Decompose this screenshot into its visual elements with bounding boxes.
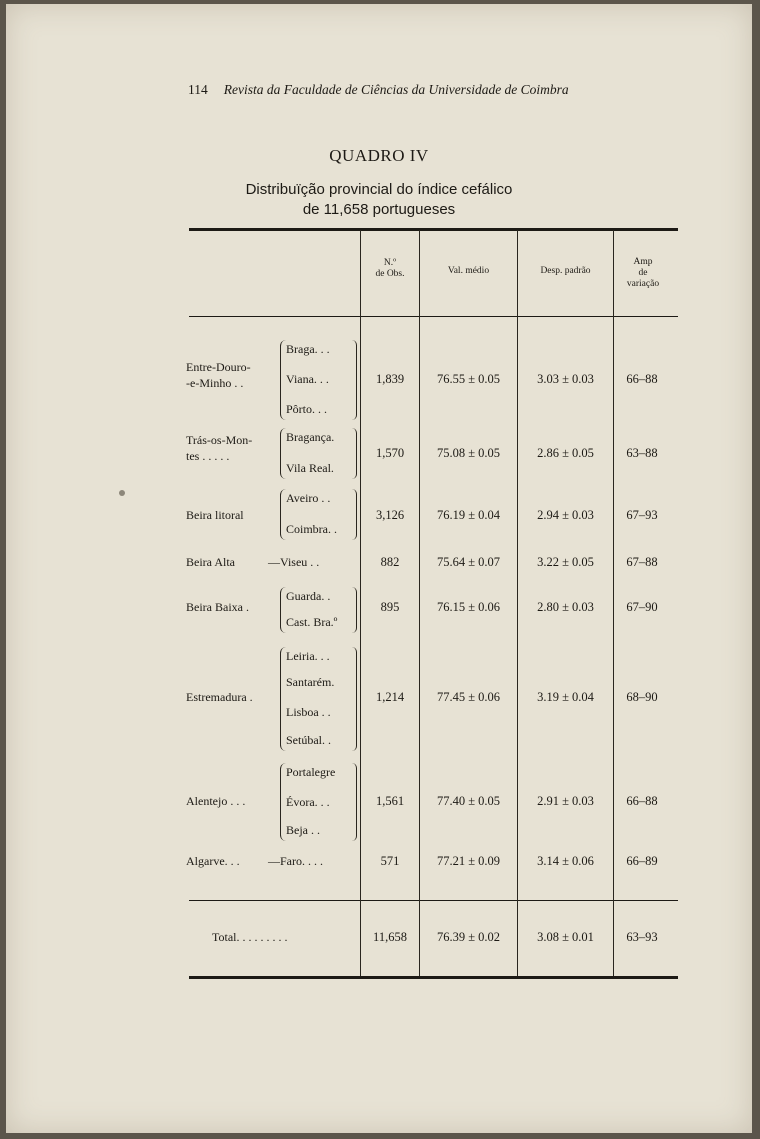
table-number: QUADRO IV [329, 146, 429, 165]
sd-value: 2.86 ± 0.05 [537, 446, 594, 460]
range-value: 66–88 [626, 372, 658, 386]
sd-value: 2.80 ± 0.03 [537, 600, 594, 614]
running-header [188, 82, 628, 98]
total-label: Total. . . . . . . . . [212, 930, 288, 944]
district-label: Bragança. [286, 430, 335, 444]
mean-value: 77.40 ± 0.05 [436, 794, 501, 808]
province-label: Algarve. . . [186, 854, 240, 868]
group-brace-left [280, 428, 286, 479]
col-header-obs [362, 258, 418, 280]
ink-spot [119, 490, 125, 496]
range-value: 67–88 [626, 555, 658, 569]
col-header-range-line: variação [626, 279, 660, 289]
total-top-rule [189, 900, 678, 901]
district-label: Santarém. [286, 675, 335, 689]
district-label: Cast. Bra.º [286, 615, 338, 629]
group-brace-left [280, 647, 286, 751]
table-top-rule [189, 228, 678, 231]
province-label: -e-Minho . . [186, 376, 244, 390]
total-mean: 76.39 ± 0.02 [436, 930, 501, 944]
column-divider [360, 230, 361, 976]
range-value: 67–90 [626, 600, 658, 614]
sd-value: 3.22 ± 0.05 [537, 555, 594, 569]
group-brace-left [280, 340, 286, 420]
obs-value: 3,126 [375, 508, 405, 522]
mean-value: 76.55 ± 0.05 [436, 372, 501, 386]
col-header-range-line: de [638, 268, 648, 278]
obs-value: 882 [380, 555, 400, 569]
total-obs: 11,658 [373, 930, 407, 944]
district-label: Guarda. . [286, 589, 331, 603]
province-label: tes . . . . . [186, 449, 230, 463]
province-label: Entre-Douro- [186, 360, 251, 374]
sd-value: 2.91 ± 0.03 [537, 794, 594, 808]
range-value: 66–88 [626, 794, 658, 808]
group-brace-right [352, 340, 357, 420]
district-label: —Viseu . . [268, 555, 320, 569]
group-brace-right [352, 763, 357, 841]
journal-page [6, 4, 752, 1133]
district-label: Viana. . . [286, 372, 329, 386]
group-brace-right [352, 647, 357, 751]
district-label: Braga. . . [286, 342, 330, 356]
obs-value: 1,839 [375, 372, 405, 386]
district-label: —Faro. . . . [268, 854, 323, 868]
mean-value: 75.64 ± 0.07 [436, 555, 501, 569]
table-bottom-rule [189, 976, 678, 979]
province-label: Beira litoral [186, 508, 244, 522]
journal-title: Revista da Faculdade de Ciências da Universidade de Coimbra [223, 82, 569, 97]
mean-value: 76.15 ± 0.06 [436, 600, 501, 614]
district-label: Pôrto. . . [286, 402, 328, 416]
district-label: Vila Real. [286, 461, 334, 475]
page-number: 114 [188, 82, 208, 97]
obs-value: 895 [380, 600, 400, 614]
district-label: Coimbra. . [286, 522, 337, 536]
col-header-mean: Val. médio [447, 266, 490, 276]
district-label: Beja . . [286, 823, 320, 837]
sd-value: 3.03 ± 0.03 [537, 372, 594, 386]
province-label: Beira Baixa . [186, 600, 249, 614]
range-value: 66–89 [626, 854, 658, 868]
sd-value: 3.14 ± 0.06 [537, 854, 594, 868]
mean-value: 77.45 ± 0.06 [436, 690, 501, 704]
range-value: 67–93 [626, 508, 658, 522]
district-label: Leiria. . . [286, 649, 330, 663]
province-label: Trás-os-Mon- [186, 433, 253, 447]
header-bottom-rule [189, 316, 678, 317]
mean-value: 76.19 ± 0.04 [436, 508, 501, 522]
table-caption [6, 180, 752, 220]
group-brace-right [352, 587, 357, 633]
col-header-sd: Desp. padrão [540, 266, 591, 276]
mean-value: 77.21 ± 0.09 [436, 854, 501, 868]
col-header-obs-line: N.º [383, 258, 397, 268]
total-range: 63–93 [626, 930, 658, 944]
col-header-obs-line: de Obs. [375, 269, 405, 279]
sd-value: 2.94 ± 0.03 [537, 508, 594, 522]
district-label: Lisboa . . [286, 705, 331, 719]
group-brace-right [352, 428, 357, 479]
col-header-range [614, 257, 672, 290]
sd-value: 3.19 ± 0.04 [537, 690, 594, 704]
obs-value: 571 [380, 854, 400, 868]
district-label: Setúbal. . [286, 733, 331, 747]
province-label: Alentejo . . . [186, 794, 246, 808]
obs-value: 1,214 [375, 690, 405, 704]
obs-value: 1,561 [375, 794, 405, 808]
province-label: Beira Alta [186, 555, 235, 569]
col-header-range-line: Amp [633, 257, 653, 267]
group-brace-left [280, 489, 286, 540]
province-label: Estremadura . [186, 690, 253, 704]
obs-value: 1,570 [375, 446, 405, 460]
range-value: 63–88 [626, 446, 658, 460]
district-label: Portalegre [286, 765, 336, 779]
group-brace-right [352, 489, 357, 540]
district-label: Évora. . . [286, 795, 330, 809]
caption-line-2: de 11,658 portugueses [302, 201, 456, 218]
group-brace-left [280, 587, 286, 633]
district-label: Aveiro . . [286, 491, 331, 505]
range-value: 68–90 [626, 690, 658, 704]
caption-line-1: Distribuïção provincial do índice cefálico [245, 181, 513, 198]
total-sd: 3.08 ± 0.01 [537, 930, 594, 944]
group-brace-left [280, 763, 286, 841]
mean-value: 75.08 ± 0.05 [436, 446, 501, 460]
